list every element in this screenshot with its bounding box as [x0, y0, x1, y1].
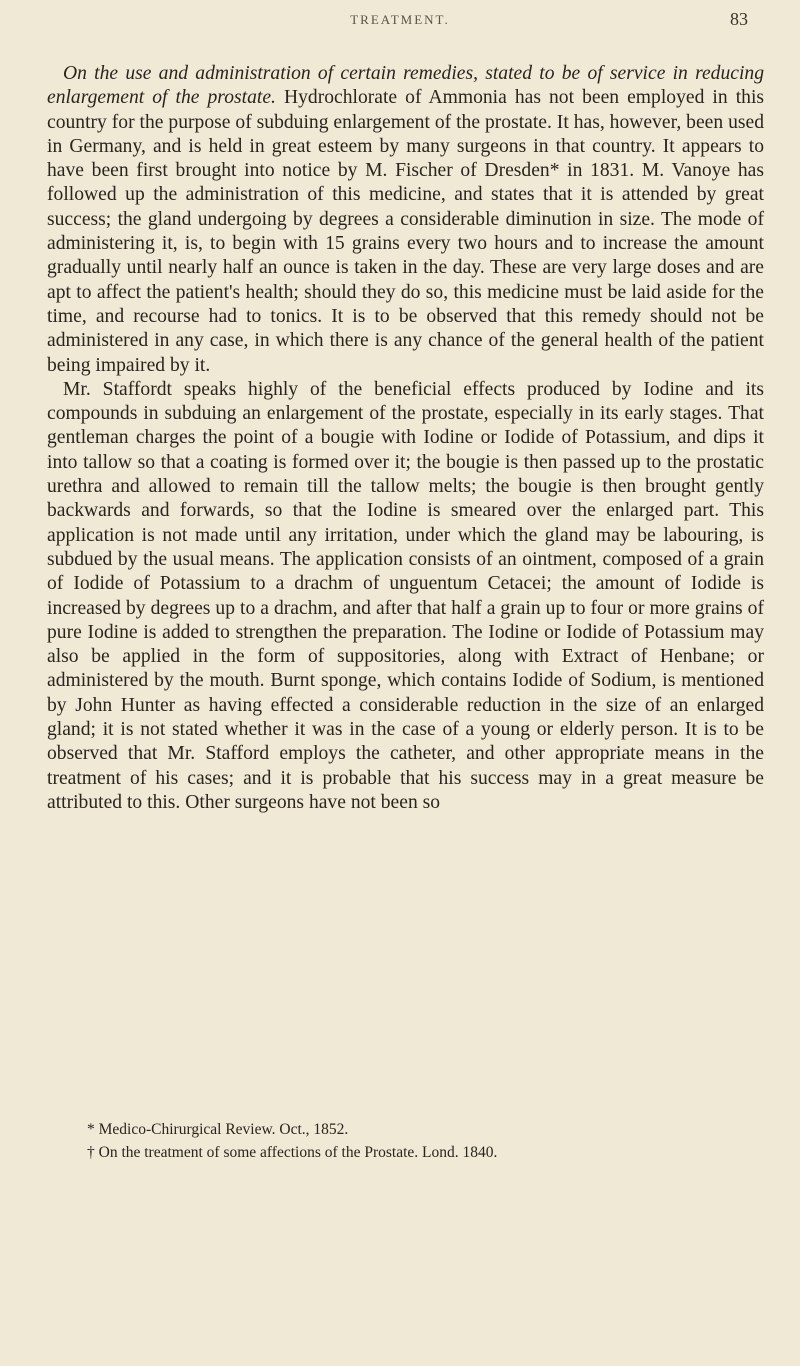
section-heading: On the use and administration of certain remedies, stated to be of service in reducing enlargement of the prostate. — [47, 63, 764, 109]
paragraph-1 — [47, 62, 764, 378]
footnote-1: * Medico-Chirurgical Review. Oct., 1852. — [87, 1121, 349, 1138]
page-number: 83 — [730, 9, 748, 29]
running-head: TREATMENT. — [350, 12, 450, 27]
body-text — [47, 62, 764, 815]
paragraph-2: Mr. Staffordt speaks highly of the beneficial effects produced by Iodine and its compounds in subduing an enlargement of the prostate, especially in its early stages. That gentleman charges the point of a bougie with Iodine or Iodide of Potassium, and dips it into tallow so that a coating is formed over it; the bougie is then passed up to the prostatic urethra and allowed to remain till the tallow melts; the bougie is then brought gently backwards and forwards, so that the Iodine is smeared over the enlarged part. This application is not made until any irritation, under which the gland may be labouring, is subdued by the usual means. The application consists of an ointment, composed of a grain of Iodide of Potassium to a drachm of unguentum Cetacei; the amount of Iodide is increased by degrees up to a drachm, and after that half a grain up to four or more grains of pure Iodine is added to strengthen the preparation. The Iodine or Iodide of Potassium may also be applied in the form of suppositories, along with Extract of Henbane; or administered by the mouth. Burnt sponge, which contains Iodide of Sodium, is mentioned by John Hunter as having effected a considerable reduction in the size of an enlarged gland; it is not stated whether it was in the case of a young or elderly person. It is to be observed that Mr. Stafford employs the catheter, and other appropriate means in the treatment of his cases; and it is probable that his success may in a great measure be attributed to this. Other surgeons have not been so — [47, 378, 764, 813]
footnote-2: † On the treatment of some affections of the Prostate. Lond. 1840. — [87, 1144, 498, 1161]
page-header — [0, 8, 800, 34]
paragraph-1-text: Hydrochlorate of Ammonia has not been employed in this country for the purpose of subduing enlargement of the prostate. It has, however, been used in Germany, and is held in great esteem by many surgeons in that country. It appears to have been first brought into notice by M. Fischer of Dresden* in 1831. M. Vanoye has followed up the administration of this medicine, and states that it is attended by great success; the gland undergoing by degrees a considerable diminution in size. The mode of administering it, is, to begin with 15 grains every two hours and to increase the amount gradually until nearly half an ounce is taken in the day. These are very large doses and are apt to affect the patient's health; should they do so, this medicine must be laid aside for the time, and recourse had to tonics. It is to be observed that this remedy should not be administered in any case, in which there is any chance of the general health of the patient being impaired by it. — [47, 87, 765, 376]
footnotes — [47, 1118, 764, 1164]
